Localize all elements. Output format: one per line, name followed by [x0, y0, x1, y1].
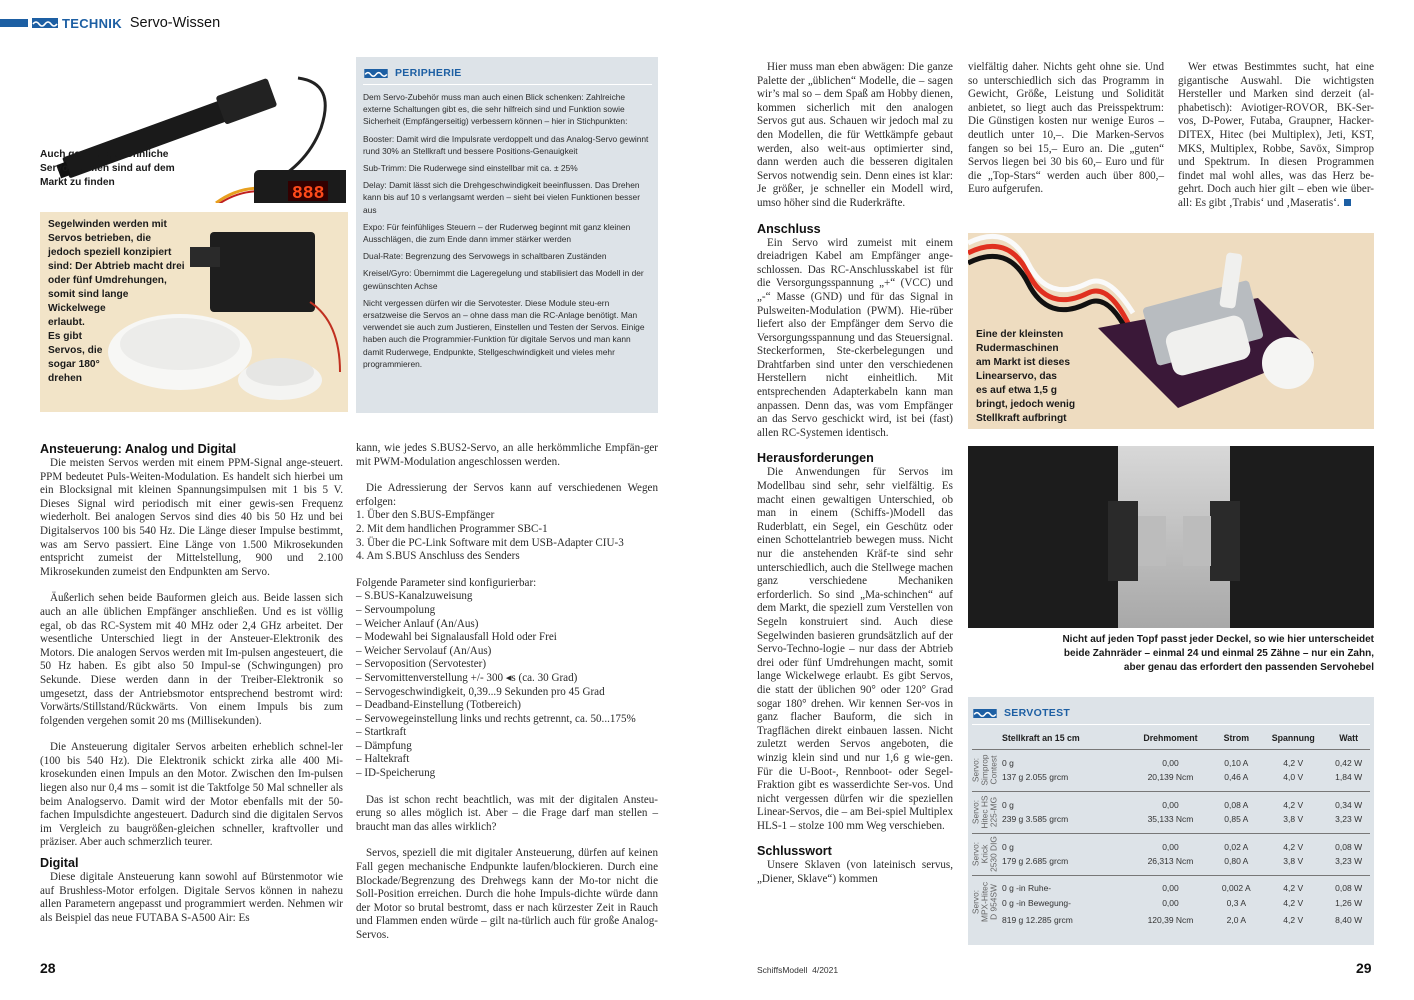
- table-cell: 0,00: [1128, 833, 1214, 854]
- table-cell: 20,139 Ncm: [1147, 772, 1194, 783]
- table-cell: 3,23 W: [1335, 856, 1363, 867]
- table-cell: 4,0 V: [1283, 772, 1304, 783]
- table-cell: 4,2 V: [1259, 791, 1327, 812]
- caption-line: beide Zahnräder – einmal 24 und einmal 25 Zähne – nur ein Zahn,: [1063, 648, 1374, 659]
- table-cell: 0,46 A: [1224, 772, 1249, 783]
- table-cell: 1,26 W: [1335, 897, 1363, 908]
- paragraph: Die Ansteuerung digitaler Servos arbeiten erheblich schnel-ler (100 bis 540 Hz). Die Elektronik schickt zirka alle 400 Mi-krosekunden einen Impuls an den Motor. Zwischen den Im-pulsen liegen also nur 0,4 ms – somit ist die Taktfolge 50 Mal schneller als beim Analogservo. Damit wird der Motor ebenfalls mit der 50-fachen Impulsdichte angesteuert. Dadurch sind die digitalen Servos im Vergleich zu baugrößen-gleichen schneller, kraftvoller und präziser. Aber auch schmerzlich teurer.: [40, 741, 343, 849]
- servo-label: Servo: Krick 2530 DIG: [970, 836, 999, 872]
- servotest-header: [972, 707, 1370, 719]
- divider: [972, 724, 1370, 725]
- list-item: – Servowegeinstellung links und rechts getrennt, ca. 50...175%: [356, 712, 636, 725]
- tester-display-digits: 888: [292, 184, 325, 203]
- peripherie-paragraph: Booster: Damit wird die Impulsrate verdoppelt und das Analog-Servo gewinnt rund 30% an Stellkraft und bessere Positions-Genauigkeit: [363, 133, 649, 156]
- photo-gears: [968, 446, 1374, 628]
- header-accent-bar: [0, 19, 28, 27]
- table-cell: 137 g 2.055 grcm: [1002, 772, 1069, 783]
- photo-smallest-servo: [968, 233, 1374, 429]
- paragraph: vielfältig daher. Nichts geht ohne sie. Und so unterschiedlich sich das Programm in Gewicht, Größe, Leistung und Solidität anbietet, so liegt auch das Preisspektrum: Die Günstigen kosten nur wenige Euros – deutlich unter 10,–. Die Marken-Servos fangen so bei 15,– Euro an. Die „guten“ Servos liegen bei 30 bis 60,– Euro und für die „Top-Stars“ werden auch über 800,– Euro aufgerufen.: [968, 61, 1164, 196]
- table-cell: 0,3 A: [1226, 897, 1246, 908]
- column-header: Drehmoment: [1143, 732, 1198, 743]
- column-header: Spannung: [1271, 732, 1315, 743]
- magazine-issue: SchiffsModell 4/2021: [757, 965, 839, 975]
- table-cell: 819 g 12.285 grcm: [1002, 915, 1073, 926]
- column-header: Stellkraft an 15 cm: [1002, 732, 1080, 743]
- list-item: – Weicher Anlauf (An/Aus): [356, 617, 479, 630]
- table-cell: 3,23 W: [1335, 814, 1363, 825]
- heading-digital: Digital: [40, 856, 79, 871]
- table-cell: 0 g: [998, 833, 1128, 854]
- servo-label: Servo: Simprop Contest: [970, 754, 999, 786]
- caption-line: sogar 180°: [48, 359, 100, 370]
- table-cell: 0,00: [1128, 791, 1214, 812]
- page-title: Servo-Wissen: [129, 15, 221, 31]
- paragraph: Die Adressierung der Servos kann auf verschiedenen Wegen erfolgen:: [356, 482, 658, 508]
- table-cell: 2,0 A: [1226, 915, 1246, 926]
- list-item: 1. Über den S.BUS-Empfänger: [356, 509, 495, 522]
- peripherie-header: [363, 67, 652, 79]
- caption-line: Eine der kleinsten: [976, 329, 1064, 340]
- list-item: 2. Mit dem handlichen Programmer SBC-1: [356, 522, 548, 535]
- paragraph: Das ist schon recht beachtlich, was mit der digitalen Ansteu-erung so alles möglich ist. Aber – die Frage darf man stellen – braucht man das alles wirklich?: [356, 793, 658, 833]
- caption-line: somit sind lange: [48, 289, 129, 300]
- list-item: – Deadband-Einstellung (Totbereich): [356, 699, 521, 712]
- peripherie-paragraph: Delay: Damit lässt sich die Drehgeschwindigkeit beeinflussen. Das Drehen kann bis auf 10 s verlangsamt werden – sieht bei vielen Funktionen besser aus: [363, 180, 641, 215]
- paragraph: Hier muss man eben abwägen: Die ganze Palette der „üblichen“ Modelle, die – sagen wir’s mal so – dem Spaß am Hobby dienen, kommen sicherlich mit den analogen Servos gut aus. Schauen wir jedoch mal zu den Modellen, die für Wettkämpfe gebaut werden, also weit-aus optimierter sind, dann werden auch die besseren digitalen Servos notwendig sein. Denn eines ist klar: Je größer, je schneller ein Modell wird, umso höher sind die Ruderkräfte.: [757, 61, 953, 209]
- list-item: 4. Am S.BUS Anschluss des Senders: [356, 550, 520, 563]
- paragraph: Servos, speziell die mit digitaler Ansteuerung, dürfen auf keinen Fall gegen mechanische Endpunkte laufen/blockieren. Durch eine Blockade/Begrenzung des Drehwegs kann der Mo-tor nicht die Soll-Position erreichen. Durch die hohe Impuls-dichte würde dann der Motor so brutal bestromt, dass er nach kürzester Zeit in Rauch und Flammen enden würde – gilt na-türlich auch für große Analog-Servos.: [356, 847, 658, 941]
- divider: [363, 84, 652, 85]
- gears-illustration: [968, 446, 1374, 628]
- peripherie-paragraph: Dual-Rate: Begrenzung des Servowegs in schaltbaren Zuständen: [363, 251, 607, 262]
- caption-gears: [968, 633, 1374, 675]
- wave-logo-icon: [972, 709, 998, 718]
- heading-ansteuerung: Ansteuerung: Analog und Digital: [40, 442, 237, 456]
- address-list: [356, 509, 658, 563]
- table-cell: 4,2 V: [1283, 897, 1304, 908]
- table-cell: 1,84 W: [1335, 772, 1363, 783]
- table-row: [972, 812, 1370, 833]
- table-cell: 120,39 Ncm: [1147, 915, 1194, 926]
- caption-line: erlaubt.: [48, 317, 85, 328]
- paragraph: [1178, 61, 1374, 211]
- table-cell: 0,02 A: [1213, 833, 1259, 854]
- page-number-right: 29: [1356, 960, 1372, 976]
- table-cell: 0,08 W: [1327, 875, 1370, 894]
- peripherie-title: PERIPHERIE: [395, 67, 462, 79]
- caption-line: es auf etwa 1,5 g: [976, 385, 1057, 396]
- peripherie-paragraph: Expo: Für feinfühliges Steuern – der Ruderweg beginnt mit ganz kleinen Ausschlägen, die zum Ende dann immer stärker werden: [363, 221, 631, 245]
- caption-line: Wickelwege: [48, 303, 106, 314]
- list-item: – Weicher Servolauf (An/Aus): [356, 644, 492, 657]
- caption-line: Segelwinden werden mit: [48, 219, 167, 230]
- caption-line: Servos betrieben, die: [48, 233, 152, 244]
- table-row: [972, 912, 1370, 929]
- caption-line: aber genau das erfordert den passenden Servohebel: [1123, 662, 1374, 673]
- article-column-5: [1178, 61, 1374, 211]
- peripherie-box: [356, 57, 658, 413]
- table-cell: 0,34 W: [1327, 791, 1370, 812]
- photo-segelwinde: [40, 212, 348, 412]
- table-cell: 26,313 Ncm: [1147, 856, 1194, 867]
- heading-schlusswort: Schlusswort: [757, 844, 832, 859]
- caption-line: oder fünf Umdrehungen,: [48, 275, 167, 286]
- table-cell: 0,42 W: [1327, 749, 1370, 770]
- table-cell: 35,133 Ncm: [1147, 814, 1194, 825]
- table-cell: 4,2 V: [1259, 749, 1327, 770]
- caption-line: Linearservo, das: [976, 371, 1057, 382]
- wave-logo-icon: [363, 69, 389, 78]
- caption-line: jedoch speziell konzipiert: [48, 247, 172, 258]
- table-cell: 4,2 V: [1259, 833, 1327, 854]
- table-cell: 0,00: [1128, 875, 1214, 894]
- table-row: [972, 770, 1370, 791]
- table-header-row: [972, 727, 1370, 749]
- table-cell: 0 g -in Bewegung-: [1002, 897, 1071, 908]
- list-item: – S.BUS-Kanalzuweisung: [356, 590, 473, 603]
- caption-smallest-servo: [976, 328, 1111, 426]
- caption-line: Rudermaschinen: [976, 343, 1059, 354]
- table-cell: 0,10 A: [1213, 749, 1259, 770]
- paragraph: kann, wie jedes S.BUS2-Servo, an alle herkömmliche Empfän-ger mit PWM-Modulation angeschlossen werden.: [356, 442, 658, 468]
- paragraph-text: Wer etwas Bestimmtes sucht, hat eine gigantische Auswahl. Die wichtigsten Hersteller und Marken sind derzeit (al-phabetisch): Aviotiger-ROVOR, BK-Ser-vos, D-Power, Futaba, Graupner, Hacker-DITEX, Hitec (bei Multiplex), Jeti, KST, MKS, Multiplex, Robbe, Savöx, Simprop und Spektrum. In diesen Programmen findet mal wohl alles, was das Herz be-gehrt. Doch auch hier gilt – eben wie über-all: Es gibt ‚Trabis‘ und ‚Maseratis‘.: [1178, 61, 1374, 209]
- section-label: TECHNIK: [62, 15, 122, 31]
- table-row: [972, 854, 1370, 875]
- table-row: [972, 894, 1370, 911]
- end-mark-icon: [1344, 199, 1351, 206]
- servotest-box: [968, 697, 1374, 945]
- servotest-table: [972, 727, 1370, 929]
- heading-herausforderungen: Herausforderungen: [757, 451, 874, 466]
- list-item: – Servoposition (Servotester): [356, 658, 487, 671]
- caption-line: Servos, die: [48, 345, 103, 356]
- paragraph: Folgende Parameter sind konfigurierbar:: [356, 576, 537, 589]
- table-cell: 0 g: [998, 749, 1128, 770]
- table-cell: 4,2 V: [1259, 875, 1327, 894]
- paragraph: Diese digitale Ansteuerung kann sowohl auf Bürstenmotor wie auf Brushless-Motor erfolgen. Digitale Servos können in nahezu allen Parametern angepasst und programmiert werden. Nehmen wir als Beispiel das neue FUTABA S-A500 Air: Es: [40, 871, 343, 924]
- table-cell: 0,08 A: [1213, 791, 1259, 812]
- table-cell: 0,80 A: [1224, 856, 1249, 867]
- caption-line: drehen: [48, 373, 82, 384]
- table-row: [972, 749, 1370, 770]
- caption-line: am Markt ist dieses: [976, 357, 1070, 368]
- caption-line: Es gibt: [48, 331, 82, 342]
- table-cell: 0,002 A: [1213, 875, 1259, 894]
- wave-logo-icon: [32, 18, 58, 28]
- page-number-left: 28: [40, 960, 56, 976]
- paragraph: Die meisten Servos werden mit einem PPM-Signal ange-steuert. PPM bedeutet Puls-Weiten-Modulation. Es handelt sich hierbei um ein Blocksignal mit kleinen Spannungsimpulsen mit 1 bis 5 V. Dieses Signal wird periodisch mit einer gewis-sen Frequenz wiederholt. Bei analogen Servos sind dies 40 bis 50 Hz und bei Digitalservos 100 bis 540 Hz. Die Länge dieser Impulse bestimmt, was am Servo passiert. Eine Länge von 1.500 Mikrosekunden entspricht zumeist der Mittelstellung, 900 und 2.100 Mikrosekunden zumeist den Endpunkten am Servo.: [40, 457, 343, 578]
- table-cell: 4,2 V: [1283, 915, 1304, 926]
- table-cell: 0 g -in Ruhe-: [998, 875, 1128, 894]
- caption-line: bringt, jedoch wenig: [976, 399, 1076, 410]
- servo-label: Servo: Hitec HS 225-MG: [970, 795, 999, 829]
- list-item: 3. Über die PC-Link Software mit dem USB-Adapter CIU-3: [356, 536, 624, 549]
- table-cell: 0,00: [1128, 749, 1214, 770]
- table-cell: 3,8 V: [1283, 856, 1304, 867]
- heading-anschluss: Anschluss: [757, 221, 821, 236]
- peripherie-paragraph: Dem Servo-Zubehör muss man auch einen Blick schenken: Zahlreiche externe Schaltungen gibt es, die sehr hilfreich sind und Funktion sowie Sicherheit (Empfängerseitig) verbessern können – hier in Stichpunkten:: [363, 92, 628, 127]
- paragraph: Unsere Sklaven (von lateinisch servus, „Diener, Sklave“) kommen: [757, 859, 953, 886]
- caption-line: sind: Der Abtrieb macht drei: [48, 261, 185, 272]
- table-cell: 3,8 V: [1283, 814, 1304, 825]
- paragraph: Äußerlich sehen beide Bauformen gleich aus. Beide lassen sich auch an alle üblichen Empfänger anschließen. Und es ist völlig egal, ob das RC-System mit 40 MHz oder 2,4 GHz arbeitet. Der wesentliche Unterschied liegt in der Ansteuer-Elektronik des Motors. Die analogen Servos werden mit Im-pulsen angesteuert, die 50 Hz haben. Es gibt also 50 Impul-se (Schwingungen) pro Sekunde. Diese werden dann in der Treiber-Elektronik so umgesetzt, dass der Antriebsmotor entsprechend bestromt wird: Vorwärts/Stillstand/Rückwärts. Von einem Impuls bis zum folgenden vergehen somit 20 ms (Millisekunden).: [40, 592, 343, 727]
- table-cell: 0,08 W: [1327, 833, 1370, 854]
- list-item: – Startkraft: [356, 726, 407, 739]
- table-cell: 0,00: [1162, 897, 1179, 908]
- list-item: – Servomittenverstellung +/- 300 ◂s (ca. 30 Grad): [356, 671, 578, 684]
- article-column-1: [40, 440, 343, 925]
- peripherie-paragraph: Sub-Trimm: Die Ruderwege sind einstellbar mit ca. ± 25%: [363, 163, 578, 174]
- servo-label: Servo: MPX-Hitec D 954SW: [970, 882, 999, 923]
- photo-linear-servo: [36, 38, 346, 203]
- caption-segelwinde: [48, 218, 208, 386]
- paragraph: Ein Servo wird zumeist mit einem dreiadrigen Kabel am Empfänger ange-schlossen. Das RC-Anschlusskabel ist für die Versorgungsspannung „+“ (VCC) und „-“ Masse (GND) und für das Signal in Pulsweiten-Modulation (PWM). Hie-rüber liefert also der Empfänger dem Servo die Versorgungsspannung und das Steuersignal. Steckerformen, Ste-ckerbelegungen und Drahtfarben sind unter den verschiedenen Herstellern nicht einheitlich. Mit entsprechenden Adapterkabeln kann man anpassen. Denn das, was vom Empfänger an das Servo geschickt wird, ist bei (fast) allen RC-Systemen identisch.: [757, 236, 953, 439]
- list-item: – Dämpfung: [356, 739, 412, 752]
- table-cell: 239 g 3.585 grcm: [1002, 814, 1069, 825]
- servotest-title: SERVOTEST: [1004, 707, 1071, 719]
- list-item: – Servoumpolung: [356, 603, 436, 616]
- table-cell: 179 g 2.685 grcm: [1002, 856, 1069, 867]
- caption-line: Nicht auf jeden Topf passt jeder Deckel, so wie hier unterscheidet: [1062, 634, 1374, 645]
- caption-line: Stellkraft aufbringt: [976, 413, 1067, 424]
- column-header: Watt: [1339, 732, 1359, 743]
- list-item: – Modewahl bei Signalausfall Hold oder Frei: [356, 631, 557, 644]
- parameter-list: [356, 590, 658, 780]
- table-cell: 0 g: [998, 791, 1128, 812]
- table-row: [972, 875, 1370, 894]
- list-item: – Haltekraft: [356, 753, 410, 766]
- section-header: [0, 12, 220, 34]
- table-cell: 0,85 A: [1224, 814, 1249, 825]
- table-cell: 8,40 W: [1335, 915, 1363, 926]
- list-item: – ID-Speicherung: [356, 767, 436, 780]
- column-header: Strom: [1223, 732, 1250, 743]
- article-column-2: [356, 442, 658, 943]
- paragraph: Die Anwendungen für Servos im Modellbau sind sehr, sehr vielfältig. Es macht einen gewaltigen Unterschied, ob man in einem (Schiffs-)Modell das Ruderblatt, ein Segel, ein Geschütz oder einen Schottelantrieb bewegen muss. Nicht nur die anstehenden Kräf-te sind sehr unterschiedlich, auch die Stellwege machen ganz verschiedene Mechaniken erforderlich. So sind „Ma-schinchen“ auf dem Markt, die speziell zum Verstellen von Segeln konstruiert sind. Auch diese Segelwinden basieren grundsätzlich auf der Servo-Techno-logie – nur dass der Abtrieb drei oder fünf Umdrehungen macht, somit lange Wickelwege erlaubt. Es gibt Servos, die statt der üblichen 90° oder 120° Grad sogar 180° drehen. Wir kennen Ser-vos in ganz flacher Bauform, die sich in Tragflächen direkt einbauen lassen. Nicht zuletzt werden Servos angeboten, die winzig klein sind und nur 1,6 g wie-gen. Für die U-Boot-, Rennboot- oder Segel-Fraktion gibt es wasserdichte Ser-vos. Und nicht vergessen dürfen wir die speziellen Linear-Servos, die – am Bei-spiel Multiplex HLS-1 – stolze 100 mm Weg verschieben.: [757, 466, 953, 832]
- peripherie-paragraph: Kreisel/Gyro: Übernimmt die Lageregelung und stabilisiert das Modell in der gewünschten Achse: [363, 268, 644, 291]
- article-column-3: [757, 61, 953, 887]
- caption-linear-servo: Auch ganz ungewöhnliche Servo-Formen sind auf dem Markt zu finden: [40, 149, 175, 188]
- peripherie-text: [363, 91, 652, 370]
- table-row: [972, 791, 1370, 812]
- list-item: – Servogeschwindigkeit, 0,39...9 Sekunden pro 45 Grad: [356, 685, 605, 698]
- article-column-4: [968, 61, 1164, 197]
- peripherie-paragraph: Nicht vergessen dürfen wir die Servotester. Diese Module steu-ern ersatzweise die Servos an – ohne dass man die RC-Anlage benötigt. Man verwendet sie auch zum Justieren, Einstellen und Testen der Servos. Einige haben auch die Programmier-Funktion für digitale Servos und man kann damit Ruderwege, Endpunkte, Stellgeschwindigkeit und vieles mehr programmieren.: [363, 297, 645, 369]
- table-row: [972, 833, 1370, 854]
